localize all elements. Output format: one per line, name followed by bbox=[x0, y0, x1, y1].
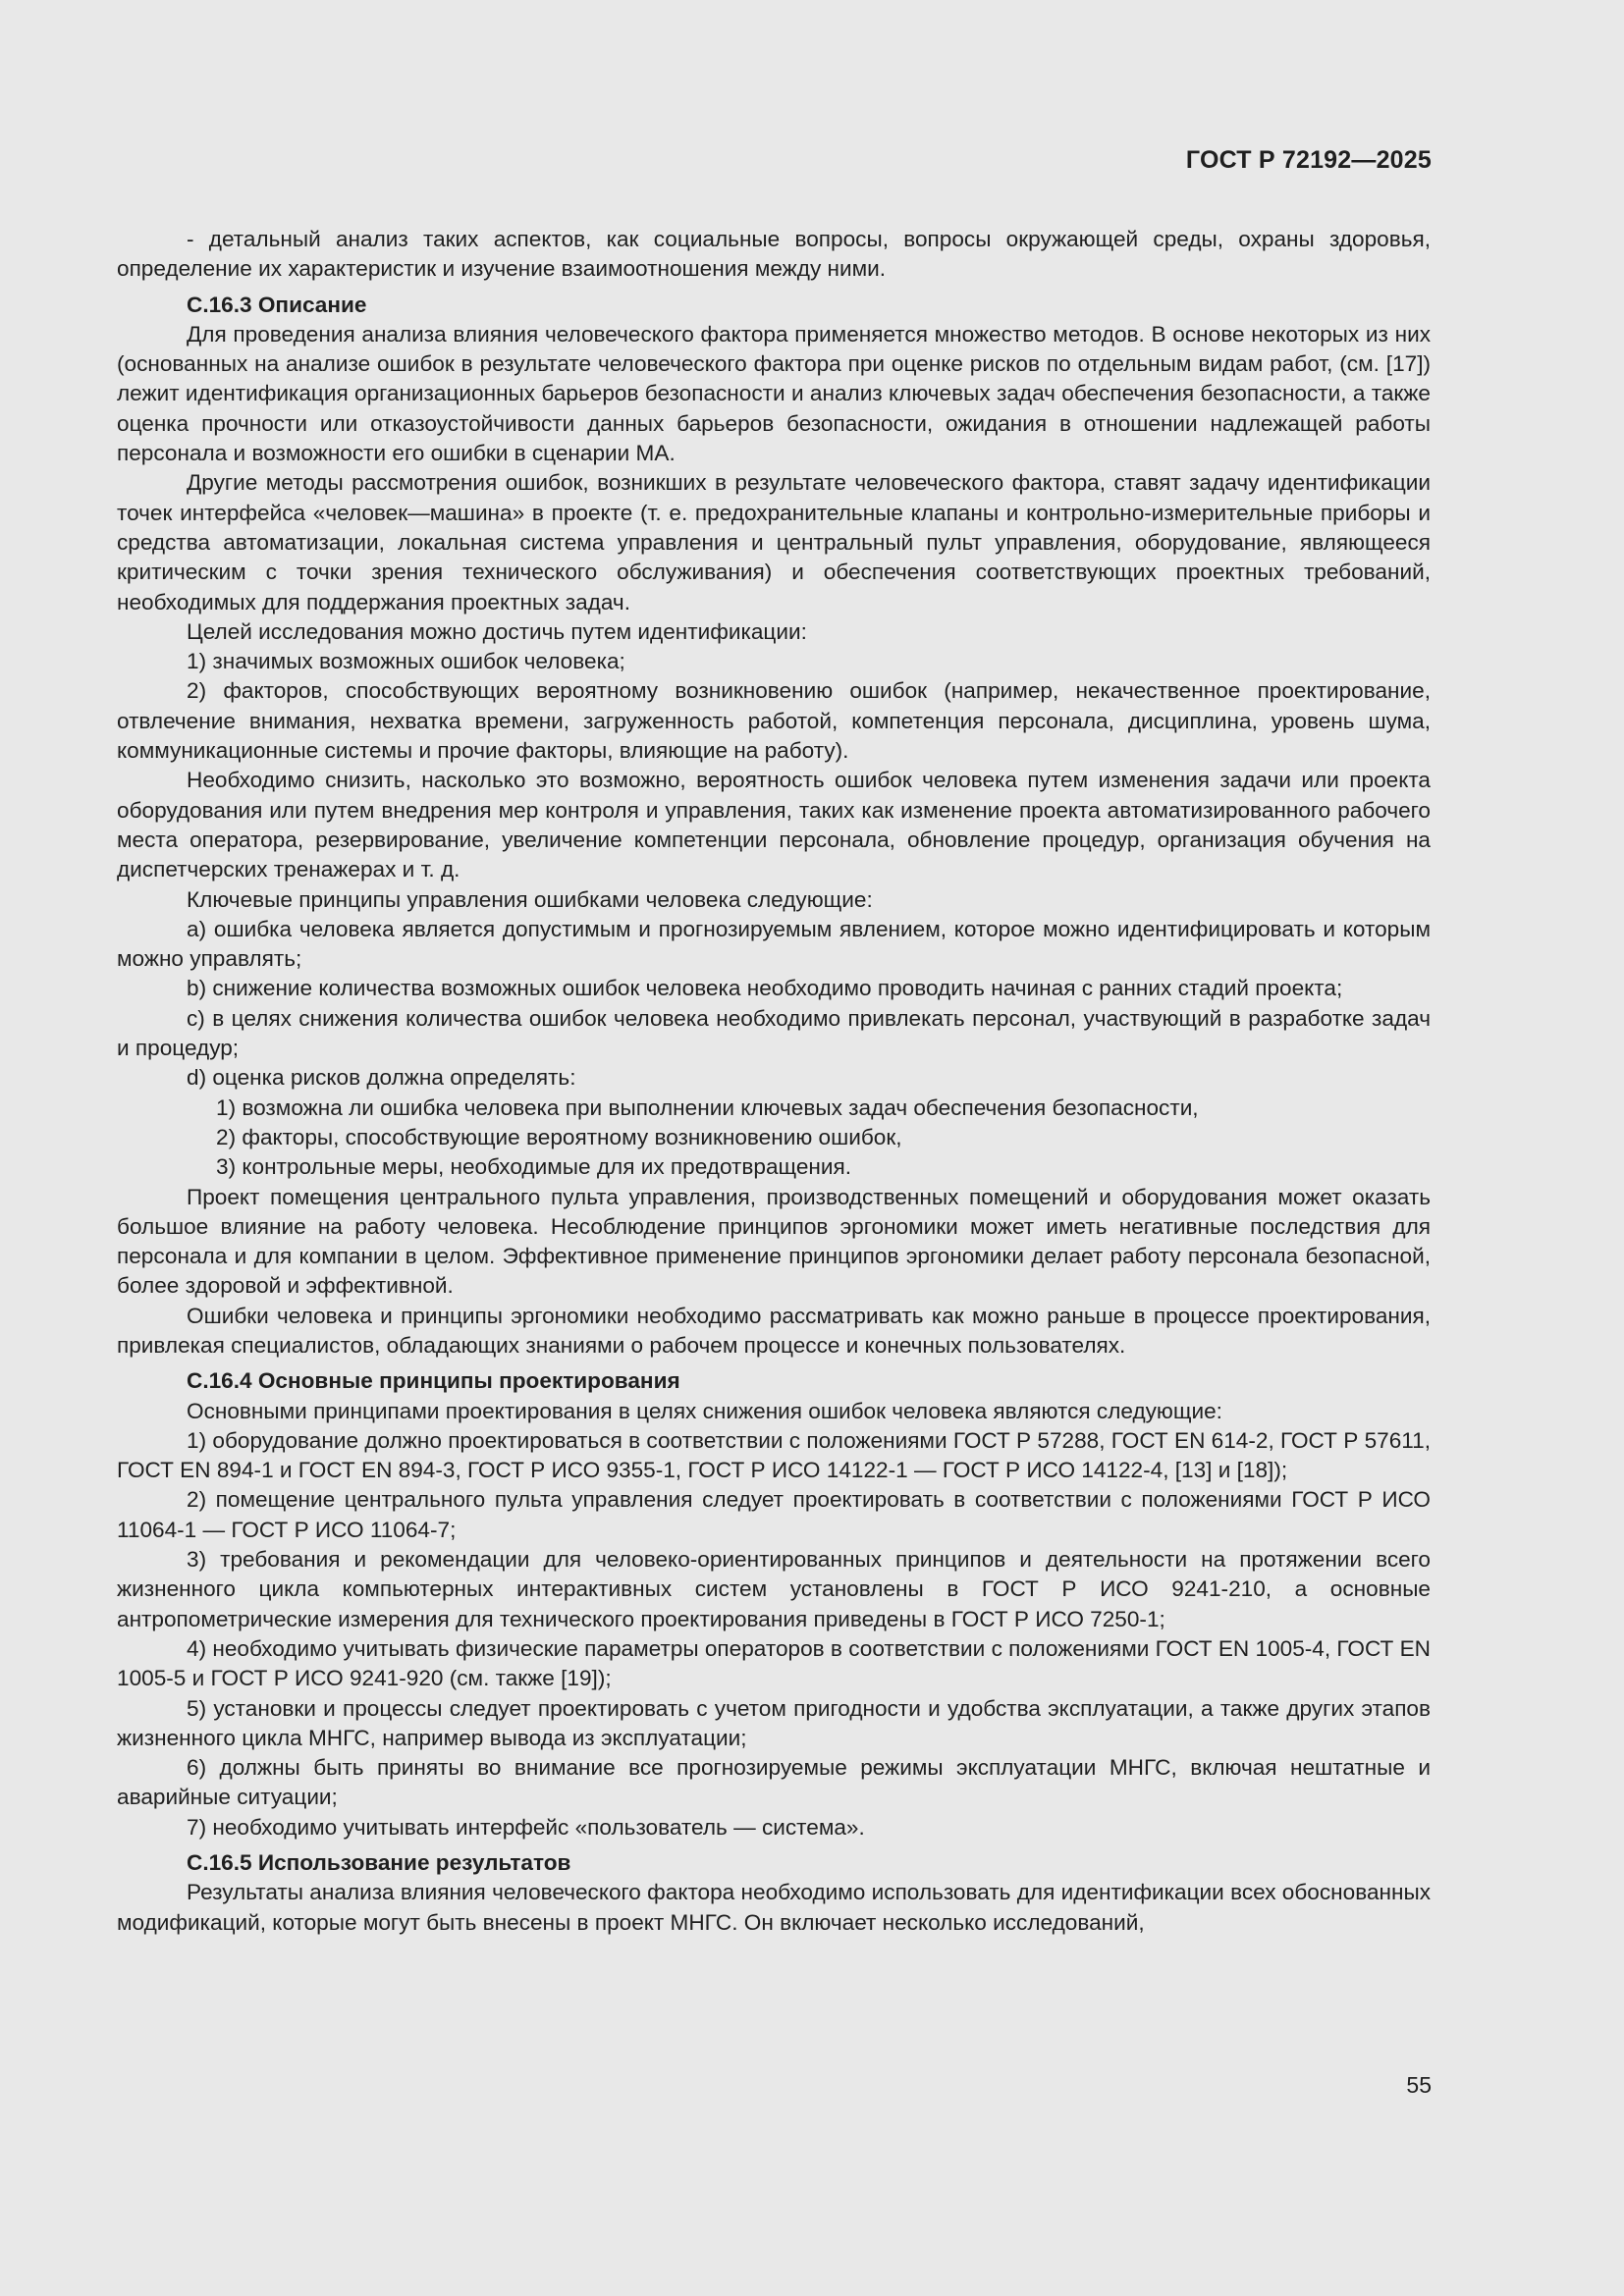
sub-list-item: 2) факторы, способствующие вероятному возникновению ошибок, bbox=[216, 1124, 902, 1149]
body-paragraph: 2) факторов, способствующих вероятному возникновению ошибок (например, некачественное проектирование, отвлечение внимания, нехватка времени, загруженность работой, компетенция персонала, дисциплина, уровень шума, коммуникационные системы и прочие факторы, влияющие на работу). bbox=[117, 678, 1431, 764]
body-paragraph: 6) должны быть приняты во внимание все прогнозируемые режимы эксплуатации МНГС, включая нештатные и аварийные ситуации; bbox=[117, 1755, 1431, 1810]
body-paragraph: 1) значимых возможных ошибок человека; bbox=[187, 649, 625, 674]
body-paragraph: Необходимо снизить, насколько это возможно, вероятность ошибок человека путем изменения задачи или проекта оборудования или путем внедрения мер контроля и управления, таких как изменение проекта автоматизированного рабочего места оператора, резервирование, увеличение компетенции персонала, обновление процедур, организация обучения на диспетчерских тренажерах и т. д. bbox=[117, 768, 1431, 882]
body-paragraph: 2) помещение центрального пульта управления следует проектировать в соответствии с положениями ГОСТ Р ИСО 11064-1 — ГОСТ Р ИСО 11064-7; bbox=[117, 1487, 1431, 1542]
document-code: ГОСТ Р 72192—2025 bbox=[1185, 146, 1432, 174]
sub-list-item: 3) контрольные меры, необходимые для их предотвращения. bbox=[216, 1154, 852, 1180]
sub-list-item: 1) возможна ли ошибка человека при выполнении ключевых задач обеспечения безопасности, bbox=[216, 1095, 1199, 1120]
body-paragraph: 4) необходимо учитывать физические параметры операторов в соответствии с положениями ГОСТ EN 1005-4, ГОСТ EN 1005-5 и ГОСТ Р ИСО 9241-920 (см. также [19]); bbox=[117, 1635, 1431, 1691]
section-heading: С.16.4 Основные принципы проектирования bbox=[187, 1368, 680, 1394]
body-paragraph: Ошибки человека и принципы эргономики необходимо рассматривать как можно раньше в процессе проектирования, привлекая специалистов, обладающих знаниями о рабочем процессе и конечных пользователях. bbox=[117, 1303, 1431, 1358]
body-paragraph: Ключевые принципы управления ошибками человека следующие: bbox=[187, 886, 873, 912]
body-paragraph: c) в целях снижения количества ошибок человека необходимо привлекать персонал, участвующий в разработке задач и процедур; bbox=[117, 1005, 1431, 1061]
body-paragraph: Результаты анализа влияния человеческого фактора необходимо использовать для идентификации всех обоснованных модификаций, которые могут быть внесены в проект МНГС. Он включает несколько исследований, bbox=[117, 1880, 1431, 1935]
body-paragraph: 1) оборудование должно проектироваться в соответствии с положениями ГОСТ Р 57288, ГОСТ EN 614-2, ГОСТ Р 57611, ГОСТ EN 894-1 и ГОСТ EN 894-3, ГОСТ Р ИСО 9355-1, ГОСТ Р ИСО 14122-1 — ГОСТ Р ИСО 14122-4, [13] и [18]); bbox=[117, 1427, 1431, 1483]
body-paragraph: 5) установки и процессы следует проектировать с учетом пригодности и удобства эксплуатации, а также других этапов жизненного цикла МНГС, например вывода из эксплуатации; bbox=[117, 1695, 1431, 1750]
document-body bbox=[117, 225, 1431, 1938]
body-paragraph: Другие методы рассмотрения ошибок, возникших в результате человеческого фактора, ставят задачу идентификации точек интерфейса «человек—машина» в проекте (т. е. предохранительные клапаны и контрольно-измерительные приборы и средства автоматизации, локальная система управления и центральный пульт управления, оборудование, являющееся критическим с точки зрения технического обслуживания) и обеспечения соответствующих проектных требований, необходимых для поддержания проектных задач. bbox=[117, 470, 1431, 614]
body-paragraph: 7) необходимо учитывать интерфейс «пользователь — система». bbox=[187, 1814, 865, 1840]
body-paragraph: 3) требования и рекомендации для человеко-ориентированных принципов и деятельности на протяжении всего жизненного цикла компьютерных интерактивных систем установлены в ГОСТ Р ИСО 9241-210, а основные антропометрические измерения для технического проектирования приведены в ГОСТ Р ИСО 7250-1; bbox=[117, 1547, 1431, 1631]
page-number: 55 bbox=[1406, 2072, 1432, 2098]
body-paragraph: Основными принципами проектирования в целях снижения ошибок человека являются следующие: bbox=[187, 1398, 1222, 1423]
body-paragraph: Проект помещения центрального пульта управления, производственных помещений и оборудования может оказать большое влияние на работу человека. Несоблюдение принципов эргономики может иметь негативные последствия для персонала и для компании в целом. Эффективное применение принципов эргономики делает работу персонала безопасной, более здоровой и эффективной. bbox=[117, 1184, 1431, 1299]
section-heading: С.16.3 Описание bbox=[187, 292, 367, 317]
body-paragraph: b) снижение количества возможных ошибок человека необходимо проводить начиная с ранних стадий проекта; bbox=[187, 976, 1343, 1001]
section-heading: С.16.5 Использование результатов bbox=[187, 1850, 571, 1876]
body-paragraph: Для проведения анализа влияния человеческого фактора применяется множество методов. В основе некоторых из них (основанных на анализе ошибок в результате человеческого фактора при оценке рисков по отдельным видам работ, (см. [17]) лежит идентификация организационных барьеров безопасности и анализ ключевых задач обеспечения безопасности, а также оценка прочности или отказоустойчивости данных барьеров безопасности, ожидания в отношении надлежащей работы персонала и возможности его ошибки в сценарии МА. bbox=[117, 321, 1431, 466]
body-paragraph: a) ошибка человека является допустимым и прогнозируемым явлением, которое можно идентифицировать и которым можно управлять; bbox=[117, 916, 1431, 972]
body-paragraph: - детальный анализ таких аспектов, как социальные вопросы, вопросы окружающей среды, охраны здоровья, определение их характеристик и изучение взаимоотношения между ними. bbox=[117, 227, 1431, 282]
body-paragraph: d) оценка рисков должна определять: bbox=[187, 1065, 576, 1091]
body-paragraph: Целей исследования можно достичь путем идентификации: bbox=[187, 618, 807, 644]
